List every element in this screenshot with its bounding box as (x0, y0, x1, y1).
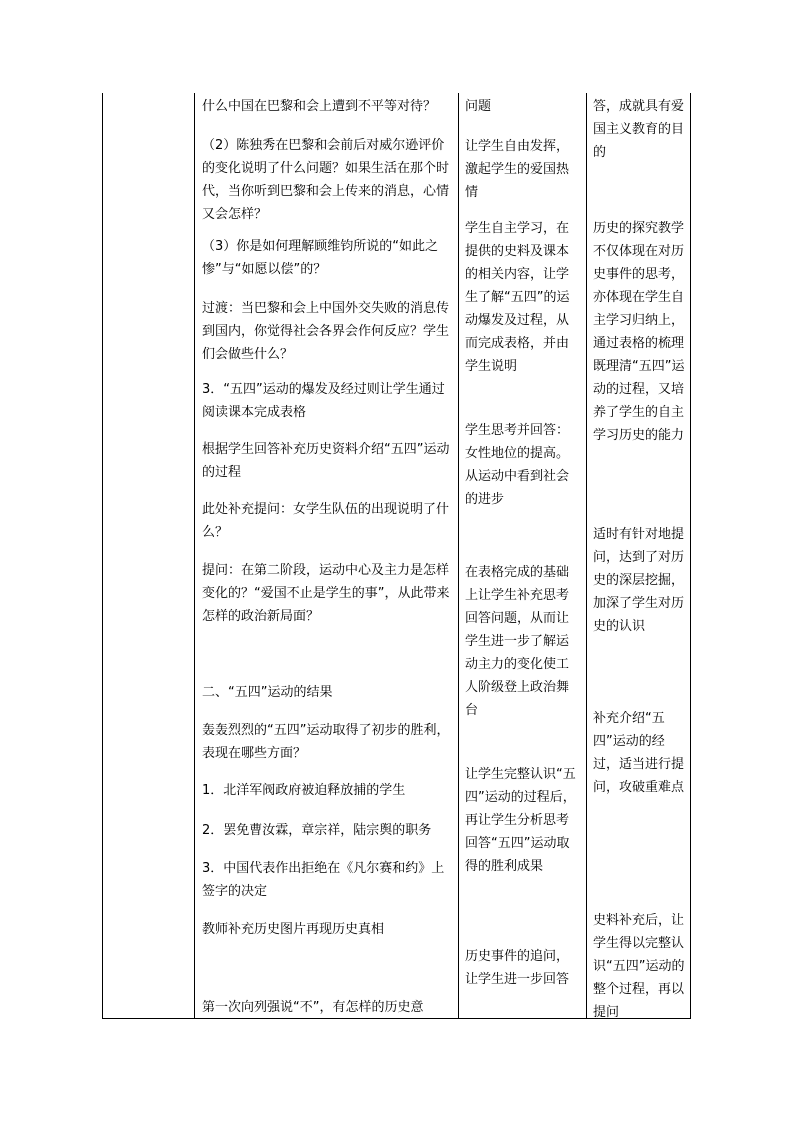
section-heading: 二、“五四”运动的结果 (202, 685, 333, 700)
text-block: 根据学生回答补充历史资料介绍“五四”运动的过程 (202, 442, 450, 480)
text-block: （3）你是如何理解顾维钧所说的“如此之惨”与“如愿以偿”的？ (202, 239, 439, 277)
text-block: 历史事件的追问，让学生进一步回答 (465, 949, 570, 987)
text-block: 3．中国代表作出拒绝在《凡尔赛和约》上签字的决定 (202, 861, 445, 899)
column-divider (194, 93, 195, 1019)
text-block: 让学生自由发挥，激起学生的爱国热情 (465, 139, 570, 200)
text-block: 轰轰烈烈的“五四”运动取得了初步的胜利，表现在哪些方面？ (202, 723, 450, 761)
column-divider (586, 93, 587, 1019)
text-block: 适时有针对地提问，达到了对历史的深层挖掘，加深了学生对历史的认识 (593, 527, 685, 634)
text-block: 历史的探究教学不仅体现在对历史事件的思考，亦体现在学生自主学习归纳上，通过表格的梳理既理清“五四”运动的过程，又培养了学生的自主学习历史的能力 (593, 221, 685, 443)
text-block: 教师补充历史图片再现历史真相 (202, 922, 385, 937)
text-block: 让学生完整认识“五四”运动的过程后，再让学生分析思考回答“五四”运动取得的胜利成果 (465, 767, 576, 874)
text-block: 学生思考并回答：女性地位的提高。从运动中看到社会的进步 (465, 423, 570, 507)
text-block: 过渡：当巴黎和会上中国外交失败的消息传到国内，你觉得社会各界会作何反应？学生们会做些什么？ (202, 301, 450, 362)
column-divider (458, 93, 459, 1019)
text-block: 2．罢免曹汝霖，章宗祥，陆宗舆的职务 (202, 823, 432, 838)
text-block: 1．北洋军阀政府被迫释放捕的学生 (202, 783, 406, 798)
text-block: 问题 (465, 99, 492, 114)
text-block: 答，成就具有爱国主义教育的目的 (593, 99, 685, 160)
text-block: 第一次向列强说“不”，有怎样的历史意 (202, 1000, 424, 1015)
text-block: 此处补充提问：女学生队伍的出现说明了什么？ (202, 502, 450, 540)
text-block: 学生自主学习，在提供的史料及课本的相关内容，让学生了解“五四”的运动爆发及过程，从而完成表格，并由学生说明 (465, 221, 570, 374)
text-block: 在表格完成的基础上让学生补充思考回答问题，从而让学生进一步了解运动主力的变化使工人阶级登上政治舞台 (465, 565, 570, 718)
text-block: （2）陈独秀在巴黎和会前后对威尔逊评价的变化说明了什么问题？如果生活在那个时代，当你听到巴黎和会上传来的消息，心情又会怎样？ (202, 138, 450, 222)
text-block: 3．“五四”运动的爆发及经过则让学生通过阅读课本完成表格 (202, 382, 445, 420)
text-block: 提问：在第二阶段，运动中心及主力是怎样变化的？“爱国不止是学生的事”，从此带来怎样的政治新局面？ (202, 563, 450, 624)
text-block: 补充介绍“五四”运动的经过，适当进行提问，攻破重难点 (593, 711, 685, 795)
text-block: 史料补充后，让学生得以完整认识“五四”运动的整个过程，再以提问 (593, 913, 685, 1020)
text-block: 什么中国在巴黎和会上遭到不平等对待？ (202, 99, 437, 114)
